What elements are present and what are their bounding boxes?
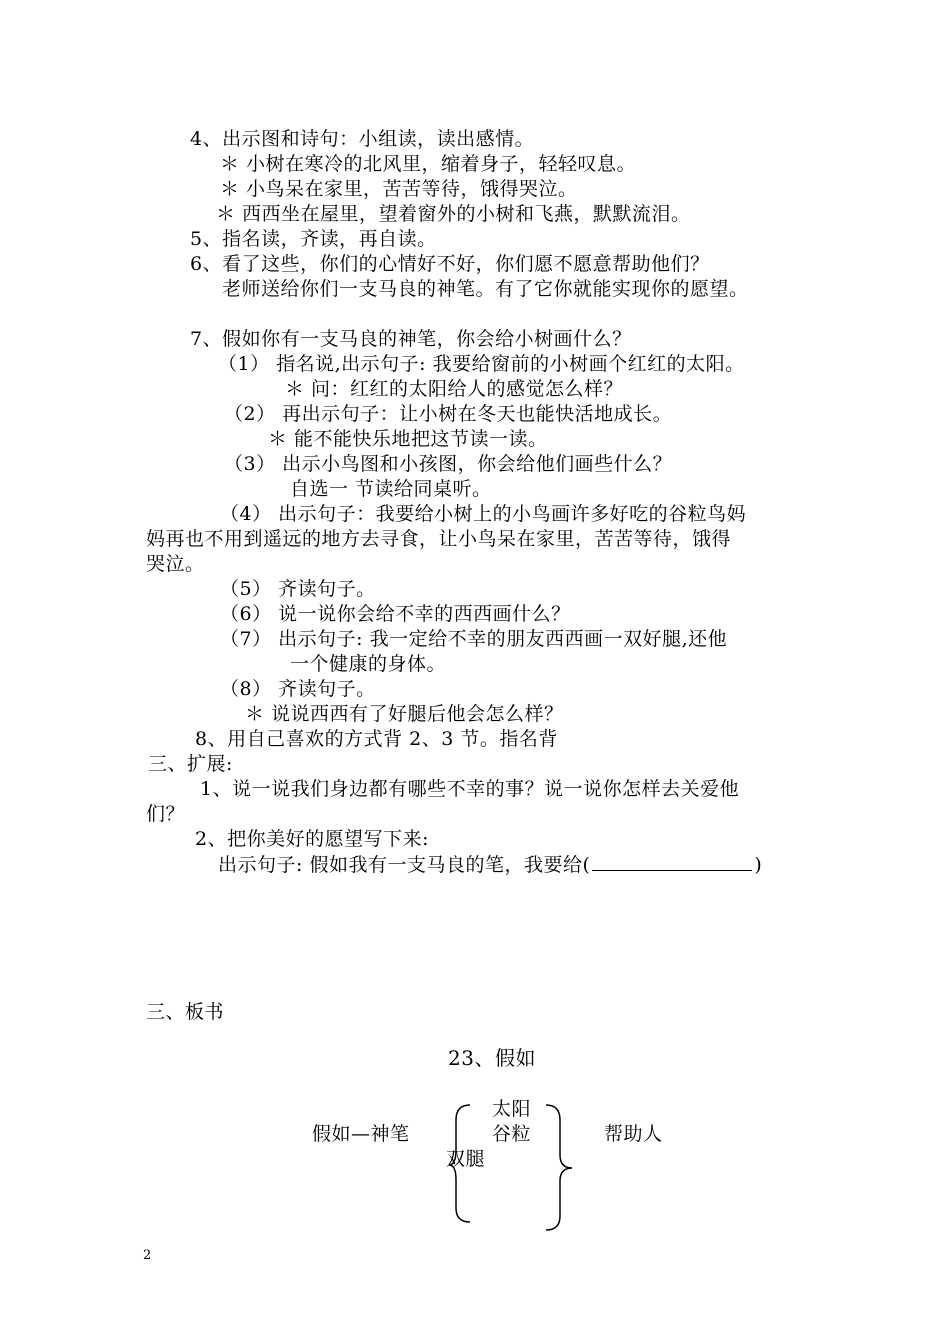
step-6-cont: 老师送给你们一支马良的神笔。有了它你就能实现你的愿望。 bbox=[222, 278, 749, 300]
step-7-7-cont: 一个健康的身体。 bbox=[290, 653, 447, 675]
step-7-8: （8） 齐读句子。 bbox=[220, 678, 376, 700]
step-7-4-cont: 妈再也不用到遥远的地方去寻食，让小鸟呆在家里，苦苦等待，饿得 bbox=[146, 528, 732, 550]
step-7-1-question: ＊ 问：红红的太阳给人的感觉怎么样？ bbox=[285, 378, 624, 400]
board-right: 帮助人 bbox=[604, 1123, 663, 1145]
step-7-1: （1） 指名说,出示句子: 我要给窗前的小树画个红红的太阳。 bbox=[218, 353, 745, 375]
step-7-3-note: 自选一 节读给同桌听。 bbox=[290, 478, 492, 500]
poem-line-1: ＊ 小树在寒冷的北风里，缩着身子，轻轻叹息。 bbox=[220, 153, 637, 175]
step-7-8-note: ＊ 说说西西有了好腿后他会怎么样？ bbox=[245, 703, 564, 725]
poem-line-2: ＊ 小鸟呆在家里，苦苦等待，饿得哭泣。 bbox=[220, 178, 578, 200]
sentence-text: 出示句子: 假如我有一支马良的笔，我要给( bbox=[218, 854, 591, 876]
step-7-6: （6） 说一说你会给不幸的西西画什么？ bbox=[220, 603, 571, 625]
board-title: 23、假如 bbox=[448, 1046, 536, 1070]
step-5: 5、指名读，齐读，再自读。 bbox=[190, 228, 437, 250]
left-brace bbox=[449, 1105, 470, 1222]
step-7-2-note: ＊ 能不能快乐地把这节读一读。 bbox=[268, 428, 548, 450]
board-left: 假如—神笔 bbox=[312, 1123, 410, 1145]
step-7-2: （2） 再出示句子：让小树在冬天也能快活地成长。 bbox=[224, 403, 673, 425]
step-4: 4、出示图和诗句：小组读，读出感情。 bbox=[190, 128, 535, 150]
step-7-3: （3） 出示小鸟图和小孩图，你会给他们画些什么？ bbox=[224, 453, 673, 475]
board-item-grain: 谷粒 bbox=[492, 1123, 532, 1145]
board-heading: 三、板书 bbox=[146, 1001, 225, 1023]
step-7: 7、假如你有一支马良的神笔，你会给小树画什么？ bbox=[190, 328, 632, 350]
extension-1-end: 们？ bbox=[146, 803, 186, 825]
extension-2: 2、把你美好的愿望写下来: bbox=[195, 828, 429, 850]
right-brace bbox=[546, 1105, 572, 1230]
section-extension: 三、扩展: bbox=[148, 753, 233, 775]
board-item-sun: 太阳 bbox=[492, 1098, 532, 1120]
poem-line-3: ＊ 西西坐在屋里，望着窗外的小树和飞燕，默默流泪。 bbox=[216, 203, 691, 225]
board-item-legs: 双腿 bbox=[446, 1148, 486, 1170]
step-6: 6、看了这些，你们的心情好不好，你们愿不愿意帮助他们？ bbox=[190, 253, 710, 275]
step-8: 8、用自己喜欢的方式背 2、3 节。指名背 bbox=[195, 728, 558, 750]
step-7-4: （4） 出示句子：我要给小树上的小鸟画许多好吃的谷粒鸟妈 bbox=[220, 503, 747, 525]
step-7-7: （7） 出示句子: 我一定给不幸的朋友西西画一双好腿,还他 bbox=[220, 628, 728, 650]
step-7-5: （5） 齐读句子。 bbox=[220, 578, 376, 600]
page-number: 2 bbox=[143, 1248, 152, 1263]
extension-1: 1、说一说我们身边都有哪些不幸的事？说一说你怎样去关爱他 bbox=[200, 778, 740, 800]
step-7-4-end: 哭泣。 bbox=[146, 553, 205, 575]
sentence-close: ) bbox=[754, 854, 763, 876]
